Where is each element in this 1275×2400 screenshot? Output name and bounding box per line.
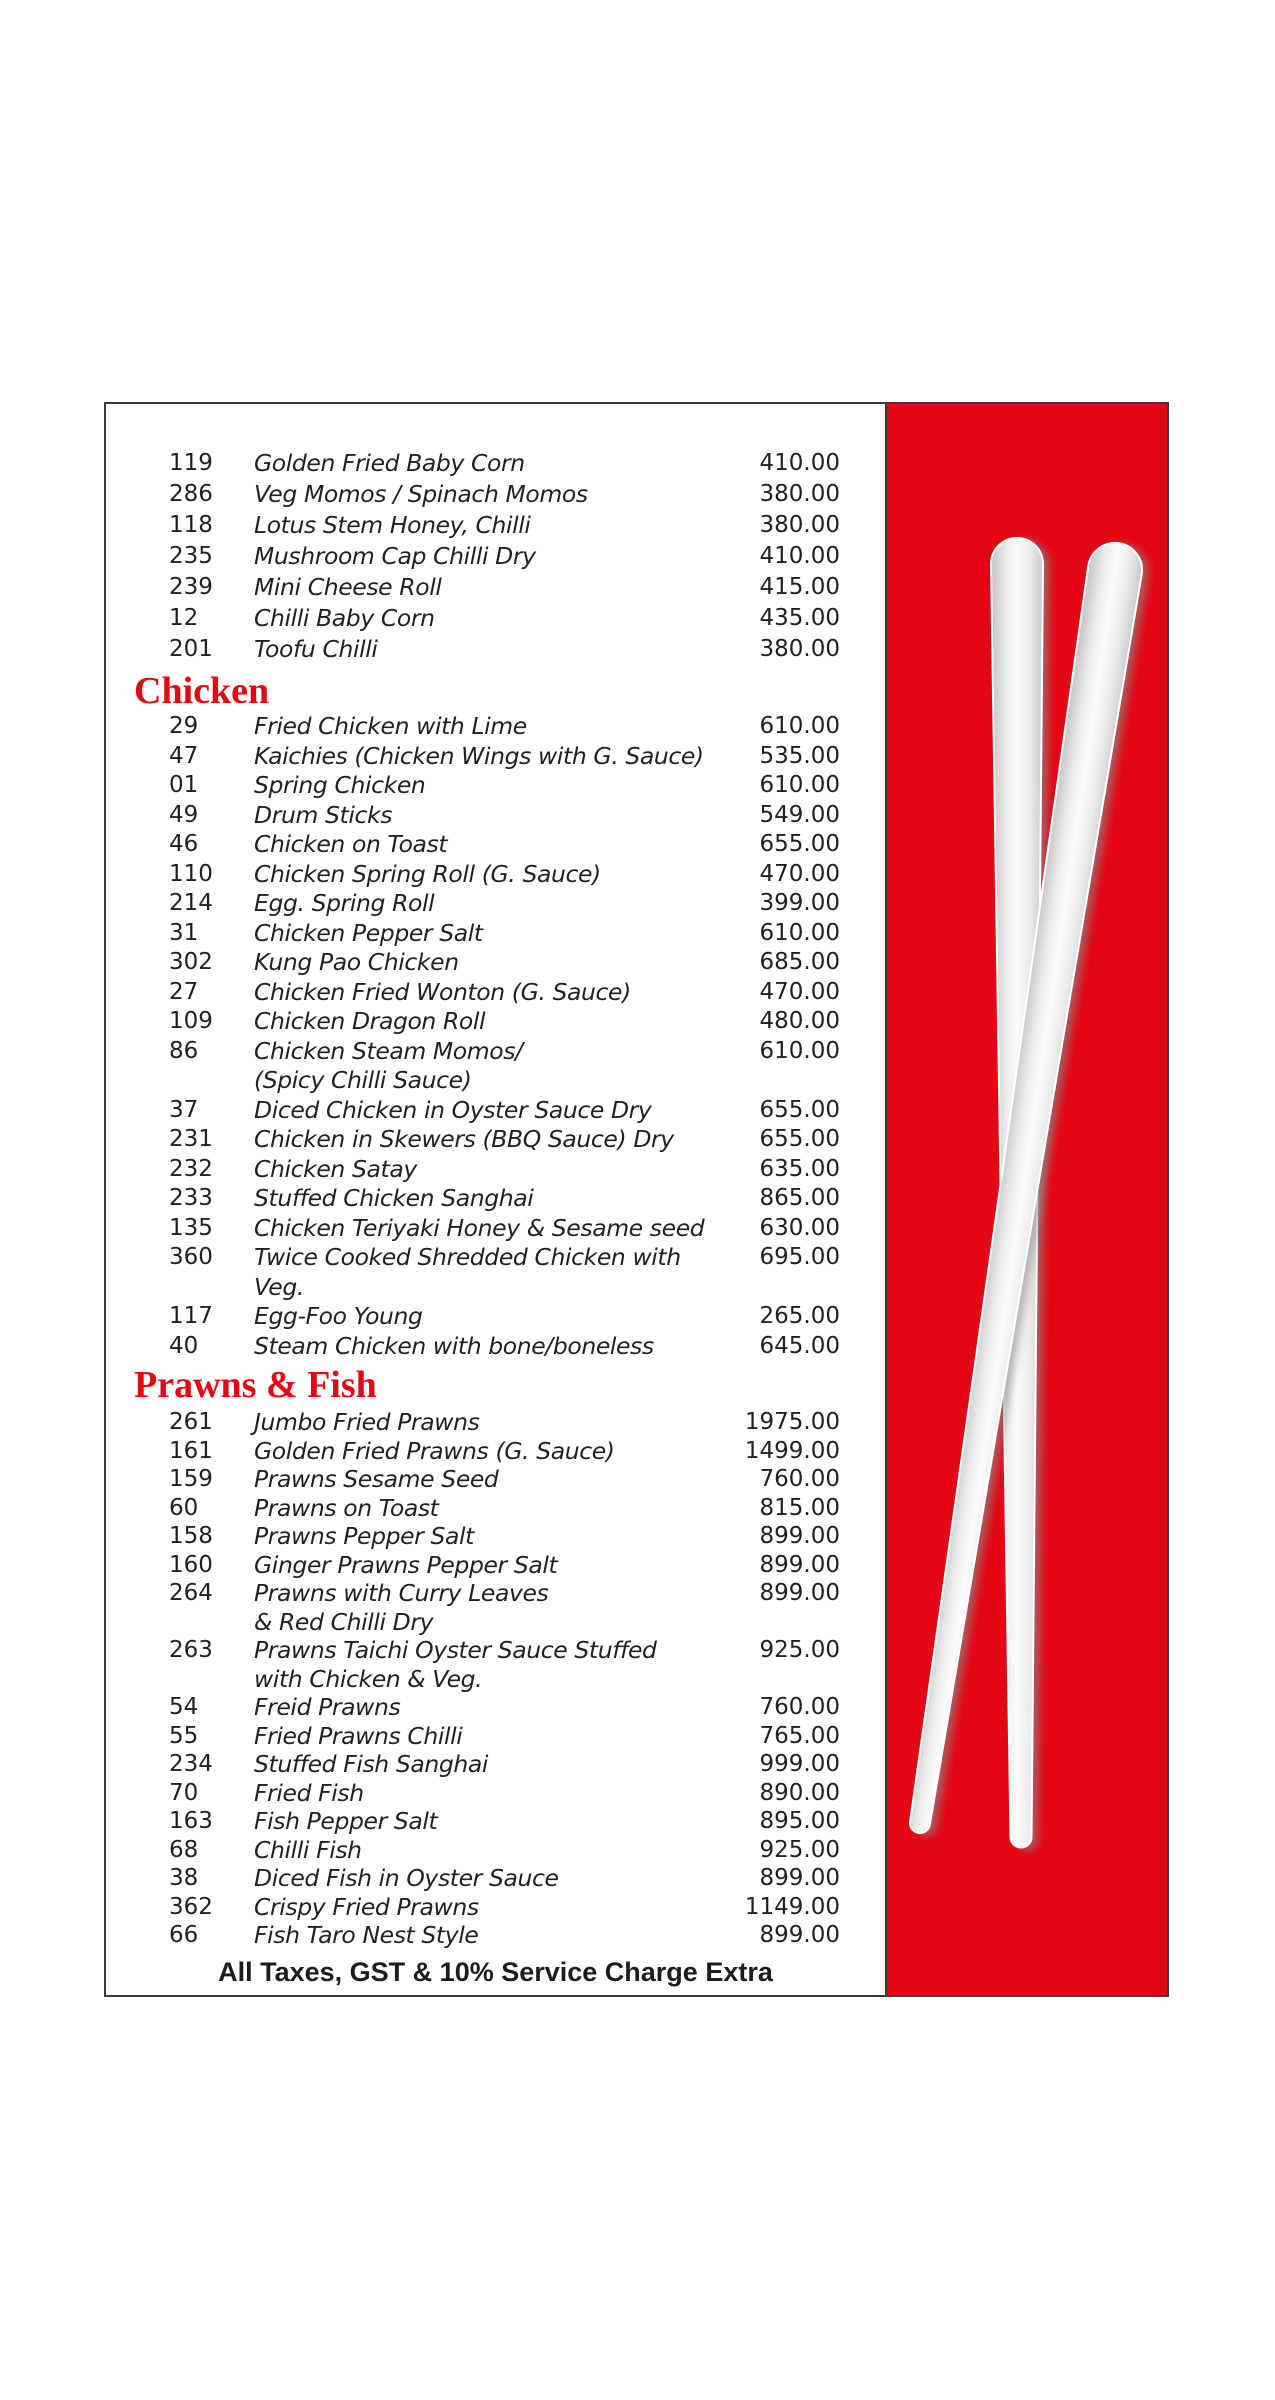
item-number: 158 [169,1523,213,1549]
menu-section-prawns-fish [106,1364,885,1950]
item-name-line: Fried Chicken with Lime [254,712,527,740]
item-name [254,1437,722,1466]
item-number: 360 [169,1244,213,1270]
item-price: 380.00 [759,512,840,538]
item-name-line: Lotus Stem Honey, Chilli [254,511,531,539]
section-title-chicken: Chicken [134,670,270,712]
item-name-line: Chilli Fish [254,1835,362,1864]
menu-item-row [106,889,885,919]
item-number: 234 [169,1751,213,1777]
item-number: 27 [169,978,199,1005]
item-number: 55 [169,1722,199,1749]
item-price: 899.00 [759,1922,840,1948]
item-number: 201 [169,636,213,662]
item-price: 265.00 [759,1303,840,1329]
item-price: 549.00 [759,801,840,828]
item-number: 86 [169,1037,199,1064]
item-price: 610.00 [759,713,840,739]
menu-item-row [106,978,885,1008]
menu-item-row [106,1302,885,1332]
item-number: 01 [169,772,199,798]
item-price: 630.00 [759,1214,840,1241]
item-number: 68 [169,1836,199,1863]
item-number: 233 [169,1185,213,1211]
section-title-prawns-fish: Prawns & Fish [134,1364,377,1406]
item-name [254,1155,722,1185]
menu-item-row [106,742,885,772]
item-name [254,634,722,665]
item-price: 925.00 [759,1637,840,1663]
item-price: 685.00 [759,949,840,975]
item-name [254,541,722,572]
item-name-line: Chicken in Skewers (BBQ Sauce) Dry [254,1125,674,1153]
menu-item-row [106,603,885,634]
item-number: 286 [169,481,213,507]
item-name-line: Fish Taro Nest Style [254,1921,479,1949]
item-price: 415.00 [759,574,840,600]
item-number: 66 [169,1922,199,1948]
item-name [254,1243,722,1302]
item-name [254,1465,722,1494]
item-number: 70 [169,1779,199,1806]
item-name [254,978,722,1008]
item-name-line: Chicken Satay [254,1154,417,1183]
menu-item-row [106,1494,885,1523]
item-name-continued: & Red Chilli Dry [254,1607,434,1636]
menu-item-row [106,541,885,572]
item-number: 161 [169,1437,213,1464]
item-number: 40 [169,1332,199,1359]
item-number: 29 [169,713,199,739]
menu-sections [106,448,885,1950]
item-price: 895.00 [759,1808,840,1834]
item-price: 470.00 [759,860,840,887]
menu-item-row [106,1214,885,1244]
item-name [254,572,722,603]
item-number: 54 [169,1694,199,1720]
item-name-line: Diced Chicken in Oyster Sauce Dry [254,1095,652,1124]
item-price: 655.00 [759,1126,840,1152]
item-name-line: Prawns with Curry Leaves [254,1579,549,1607]
menu-item-row [106,1184,885,1214]
item-number: 119 [169,450,213,476]
item-number: 37 [169,1096,199,1123]
item-name [254,1750,722,1779]
item-price: 535.00 [759,742,840,769]
item-name [254,1007,722,1037]
item-number: 46 [169,831,199,857]
item-price: 865.00 [759,1185,840,1211]
item-number: 47 [169,742,199,769]
item-name [254,860,722,890]
item-number: 117 [169,1303,213,1329]
item-price: 655.00 [759,831,840,857]
item-price: 470.00 [759,978,840,1005]
item-name-line: Golden Fried Baby Corn [254,449,525,477]
item-number: 60 [169,1494,199,1521]
item-number: 110 [169,860,213,887]
menu-item-row [106,1779,885,1808]
item-name [254,1864,722,1893]
item-name [254,1332,722,1362]
item-name-line: Fish Pepper Salt [254,1807,438,1835]
item-name [254,1779,722,1808]
item-name [254,479,722,510]
item-name [254,948,722,978]
item-price: 899.00 [759,1523,840,1549]
item-number: 362 [169,1893,213,1920]
item-name [254,1494,722,1523]
item-price: 410.00 [759,543,840,569]
item-name-line: Stuffed Chicken Sanghai [254,1184,534,1212]
item-name [254,1579,722,1636]
menu-item-row [106,1155,885,1185]
item-name-line: Egg. Spring Roll [254,889,435,917]
menu-item-row [106,634,885,665]
item-price: 645.00 [759,1332,840,1359]
item-name [254,1302,722,1332]
item-number: 118 [169,512,213,538]
menu-item-row [106,1522,885,1551]
item-name-line: Kaichies (Chicken Wings with G. Sauce) [254,741,704,770]
item-name [254,1408,722,1437]
item-name-line: Egg-Foo Young [254,1302,423,1330]
item-name [254,1096,722,1126]
item-number: 239 [169,574,213,600]
red-side-panel [885,404,1167,1995]
menu-item-row [106,1836,885,1865]
item-price: 410.00 [759,450,840,476]
menu-item-row [106,919,885,949]
item-price: 1975.00 [744,1409,840,1435]
item-name [254,1184,722,1214]
item-name-line: Veg Momos / Spinach Momos [254,480,588,508]
item-name-line: Mini Cheese Roll [254,573,442,601]
item-price: 480.00 [759,1008,840,1034]
item-name-line: Prawns on Toast [254,1493,439,1522]
item-number: 135 [169,1214,213,1241]
menu-item-row [106,830,885,860]
menu-item-row [106,1750,885,1779]
item-number: 38 [169,1865,199,1891]
item-name-line: Mushroom Cap Chilli Dry [254,542,536,570]
item-price: 655.00 [759,1096,840,1123]
item-price: 380.00 [759,636,840,662]
menu-item-row [106,860,885,890]
item-name-line: Twice Cooked Shredded Chicken with Veg. [254,1243,681,1301]
menu-item-row [106,1893,885,1922]
menu-item-row [106,801,885,831]
item-name-line: Toofu Chilli [254,635,378,663]
item-name [254,919,722,949]
item-name [254,889,722,919]
item-number: 163 [169,1808,213,1834]
item-price: 695.00 [759,1244,840,1270]
item-name-line: Prawns Pepper Salt [254,1522,474,1550]
menu-item-row [106,1243,885,1302]
item-name-line: Freid Prawns [254,1693,401,1721]
item-name-line: Fried Prawns Chilli [254,1721,463,1750]
item-name [254,603,722,634]
menu-item-row [106,1921,885,1950]
item-price: 765.00 [759,1722,840,1749]
item-price: 1499.00 [744,1437,840,1464]
menu-item-row [106,1722,885,1751]
taxes-footer-note: All Taxes, GST & 10% Service Charge Extra [218,1956,773,1987]
item-name-line: Chicken on Toast [254,830,448,858]
item-number: 261 [169,1409,213,1435]
item-number: 302 [169,949,213,975]
item-number: 159 [169,1466,213,1492]
item-name-continued: with Chicken & Veg. [254,1664,483,1693]
item-name-line: Kung Pao Chicken [254,948,459,976]
item-number: 232 [169,1155,213,1182]
item-name [254,1037,722,1096]
item-name [254,1836,722,1865]
item-name [254,1125,722,1155]
item-number: 235 [169,543,213,569]
item-name-line: Jumbo Fried Prawns [254,1408,480,1436]
menu-item-row [106,1864,885,1893]
item-name-line: Prawns Taichi Oyster Sauce Stuffed [254,1636,657,1664]
menu-item-row [106,1007,885,1037]
item-number: 214 [169,890,213,916]
item-number: 231 [169,1126,213,1152]
item-number: 264 [169,1580,213,1606]
item-price: 890.00 [759,1779,840,1806]
item-number: 109 [169,1008,213,1034]
item-name-line: Chicken Steam Momos/ [254,1036,523,1065]
item-number: 160 [169,1551,213,1578]
item-name-line: Drum Sticks [254,800,393,829]
menu-item-row [106,1579,885,1636]
item-price: 899.00 [759,1865,840,1891]
item-name-continued: (Spicy Chilli Sauce) [254,1066,472,1094]
menu-item-row [106,1096,885,1126]
menu-item-row [106,1437,885,1466]
item-name [254,771,722,801]
item-name [254,1693,722,1722]
item-name-line: Fried Fish [254,1778,364,1807]
item-name-line: Prawns Sesame Seed [254,1465,499,1493]
menu-item-row [106,1125,885,1155]
item-price: 610.00 [759,1037,840,1064]
menu-item-row [106,1693,885,1722]
item-name-line: Golden Fried Prawns (G. Sauce) [254,1436,615,1465]
menu-item-row [106,1636,885,1693]
menu-item-row [106,1332,885,1362]
item-name-line: Chicken Dragon Roll [254,1007,486,1035]
item-name [254,1893,722,1922]
item-price: 435.00 [759,605,840,631]
item-price: 610.00 [759,919,840,946]
item-name-line: Stuffed Fish Sanghai [254,1750,489,1778]
item-name-line: Chicken Fried Wonton (G. Sauce) [254,977,631,1006]
menu-item-row [106,1551,885,1580]
menu-section-chicken [106,670,885,1361]
item-price: 760.00 [759,1466,840,1492]
item-name-line: Crispy Fried Prawns [254,1892,479,1921]
menu-item-row [106,712,885,742]
menu-section-continued [106,448,885,665]
menu-item-row [106,1465,885,1494]
item-name [254,510,722,541]
item-price: 999.00 [759,1751,840,1777]
item-number: 12 [169,605,199,631]
item-name [254,1522,722,1551]
item-price: 899.00 [759,1580,840,1606]
item-name [254,712,722,742]
item-name [254,1722,722,1751]
item-number: 49 [169,801,199,828]
item-price: 380.00 [759,481,840,507]
menu-item-row [106,1037,885,1096]
item-price: 815.00 [759,1494,840,1521]
item-name [254,830,722,860]
item-number: 263 [169,1637,213,1663]
item-name-line: Steam Chicken with bone/boneless [254,1331,654,1360]
menu-item-row [106,448,885,479]
item-name [254,1636,722,1693]
item-price: 760.00 [759,1694,840,1720]
item-name [254,1921,722,1950]
item-name-line: Chicken Pepper Salt [254,918,483,947]
item-name-line: Spring Chicken [254,771,426,799]
item-price: 635.00 [759,1155,840,1182]
item-price: 899.00 [759,1551,840,1578]
menu-item-row [106,479,885,510]
item-name-line: Chicken Teriyaki Honey & Sesame seed [254,1213,705,1242]
item-name-line: Diced Fish in Oyster Sauce [254,1864,559,1892]
menu-item-row [106,1408,885,1437]
item-name-line: Chicken Spring Roll (G. Sauce) [254,859,601,888]
item-name [254,448,722,479]
item-number: 31 [169,919,199,946]
item-name [254,742,722,772]
item-price: 1149.00 [744,1893,840,1920]
menu-item-row [106,948,885,978]
menu-item-row [106,572,885,603]
item-price: 610.00 [759,772,840,798]
menu-item-row [106,510,885,541]
chopsticks-icon [887,404,1167,1995]
item-name-line: Ginger Prawns Pepper Salt [254,1550,558,1579]
menu-box [104,402,1169,1997]
menu-item-row [106,771,885,801]
menu-item-row [106,1807,885,1836]
item-name-line: Chilli Baby Corn [254,604,435,632]
item-name [254,1214,722,1244]
item-price: 925.00 [759,1836,840,1863]
item-name [254,801,722,831]
item-name [254,1807,722,1836]
item-price: 399.00 [759,890,840,916]
menu-content-column [106,404,885,1995]
item-name [254,1551,722,1580]
